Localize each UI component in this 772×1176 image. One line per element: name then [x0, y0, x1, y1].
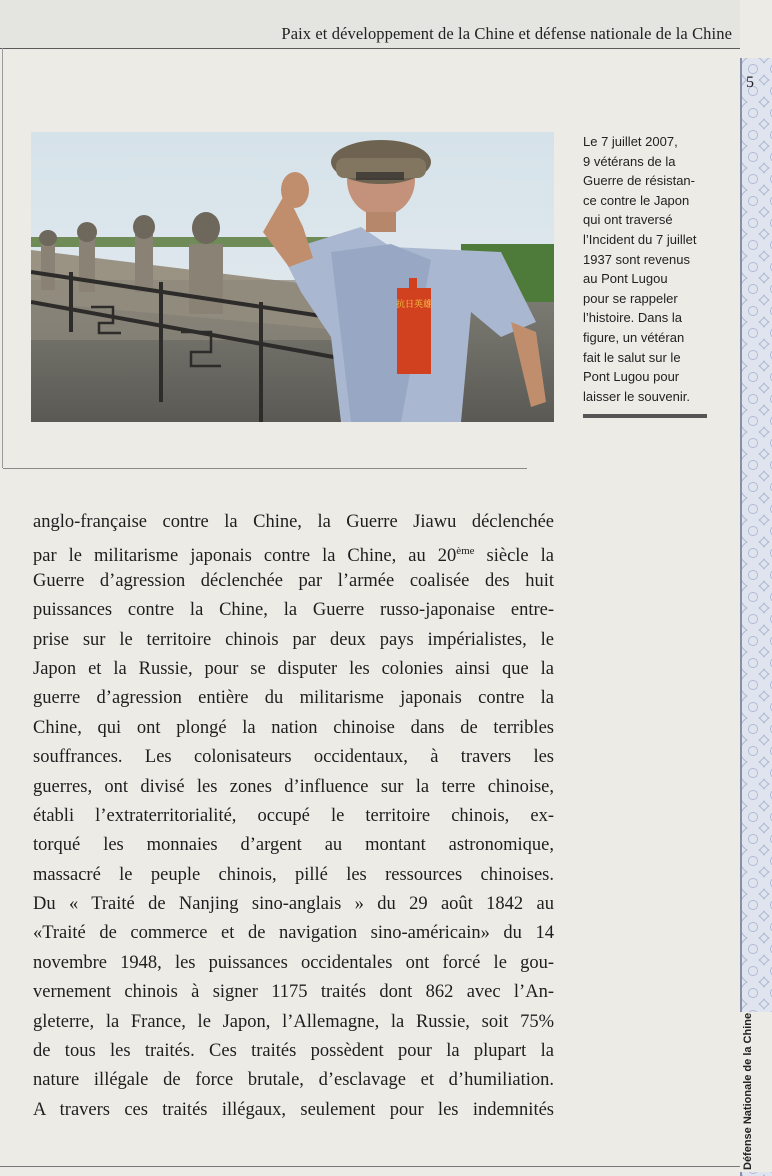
- body-line: guerres, ont divisé les zones d’influence sur la terre chinoise,: [33, 776, 554, 797]
- side-label: Défense Nationale de la Chine: [742, 1012, 754, 1170]
- caption-line: figure, un vétéran: [583, 329, 685, 345]
- running-head: Paix et développement de la Chine et défense nationale de la Chine: [281, 24, 732, 43]
- caption-line: 9 vétérans de la: [583, 153, 676, 169]
- page-number: 5: [746, 74, 754, 91]
- footer-rule: [0, 1166, 740, 1167]
- body-line: par le militarisme japonais contre la Chine, au 20ème siècle la: [33, 545, 554, 567]
- body-line: de tous les traités. Ces traités possèdent pour la plupart la: [33, 1041, 554, 1062]
- caption-line: laisser le souvenir.: [583, 388, 690, 404]
- caption-rule: [583, 414, 707, 418]
- veteran-photo: [31, 132, 554, 422]
- section-divider: [3, 468, 527, 469]
- caption-line: pour se rappeler: [583, 290, 678, 306]
- body-paragraph: [33, 508, 554, 1125]
- body-line: guerre d’agression entière du militarisme japonais contre la: [33, 688, 554, 709]
- caption-line: Le 7 juillet 2007,: [583, 134, 678, 149]
- caption-line: l’Incident du 7 juillet: [583, 231, 697, 247]
- body-line: souffrances. Les colonisateurs occidentaux, à travers les: [33, 747, 554, 768]
- body-line: anglo-française contre la Chine, la Guerre Jiawu déclenchée: [33, 512, 554, 532]
- ribbon-text: 抗日英雄: [395, 300, 433, 310]
- decorative-side-strip: [740, 58, 772, 1176]
- caption-line: Pont Lugou pour: [583, 369, 680, 385]
- body-line: vernement chinois à signer 1175 traités dont 862 avec l’An-: [33, 982, 554, 1003]
- caption-line: 1937 sont revenus: [583, 251, 690, 267]
- header-rule: [0, 48, 740, 49]
- body-line: prise sur le territoire chinois par deux pays impérialistes, le: [33, 629, 554, 650]
- caption-line: l’histoire. Dans la: [583, 310, 682, 326]
- superscript-ordinal: ème: [456, 545, 475, 558]
- caption-line: au Pont Lugou: [583, 271, 668, 287]
- body-line: établi l’extraterritorialité, occupé le territoire chinois, ex-: [33, 805, 554, 826]
- body-line: A travers ces traités illégaux, seulement pour les indemnités: [33, 1099, 554, 1120]
- body-line: novembre 1948, les puissances occidentales ont forcé le gou-: [33, 952, 554, 973]
- body-line: nature illégale de force brutale, d’esclavage et d’humiliation.: [33, 1070, 554, 1091]
- body-line: «Traité de commerce et de navigation sino-américain» du 14: [33, 923, 554, 944]
- caption-line: qui ont traversé: [583, 212, 673, 228]
- caption-line: ce contre le Japon: [583, 192, 690, 208]
- body-line: gleterre, la France, le Japon, l’Allemagne, la Russie, soit 75%: [33, 1011, 554, 1032]
- side-strip-top: [740, 0, 772, 58]
- body-line: Guerre d’agression déclenchée par l’armée coalisée des huit: [33, 570, 554, 591]
- body-line: massacré le peuple chinois, pillé les ressources chinoises.: [33, 864, 554, 885]
- body-line: puissances contre la Chine, la Guerre russo-japonaise entre-: [33, 600, 554, 621]
- body-line: torqué les monnaies d’argent au montant astronomique,: [33, 835, 554, 856]
- body-line: Du « Traité de Nanjing sino-anglais » du 29 août 1842 au: [33, 894, 554, 915]
- photo-caption: [583, 132, 719, 406]
- body-line: Japon et la Russie, pour se disputer les colonies ainsi que la: [33, 658, 554, 679]
- caption-line: fait le salut sur le: [583, 349, 681, 365]
- body-line: Chine, qui ont plongé la nation chinoise dans de terribles: [33, 717, 554, 738]
- caption-line: Guerre de résistan-: [583, 173, 695, 189]
- frame-left-line: [2, 48, 3, 468]
